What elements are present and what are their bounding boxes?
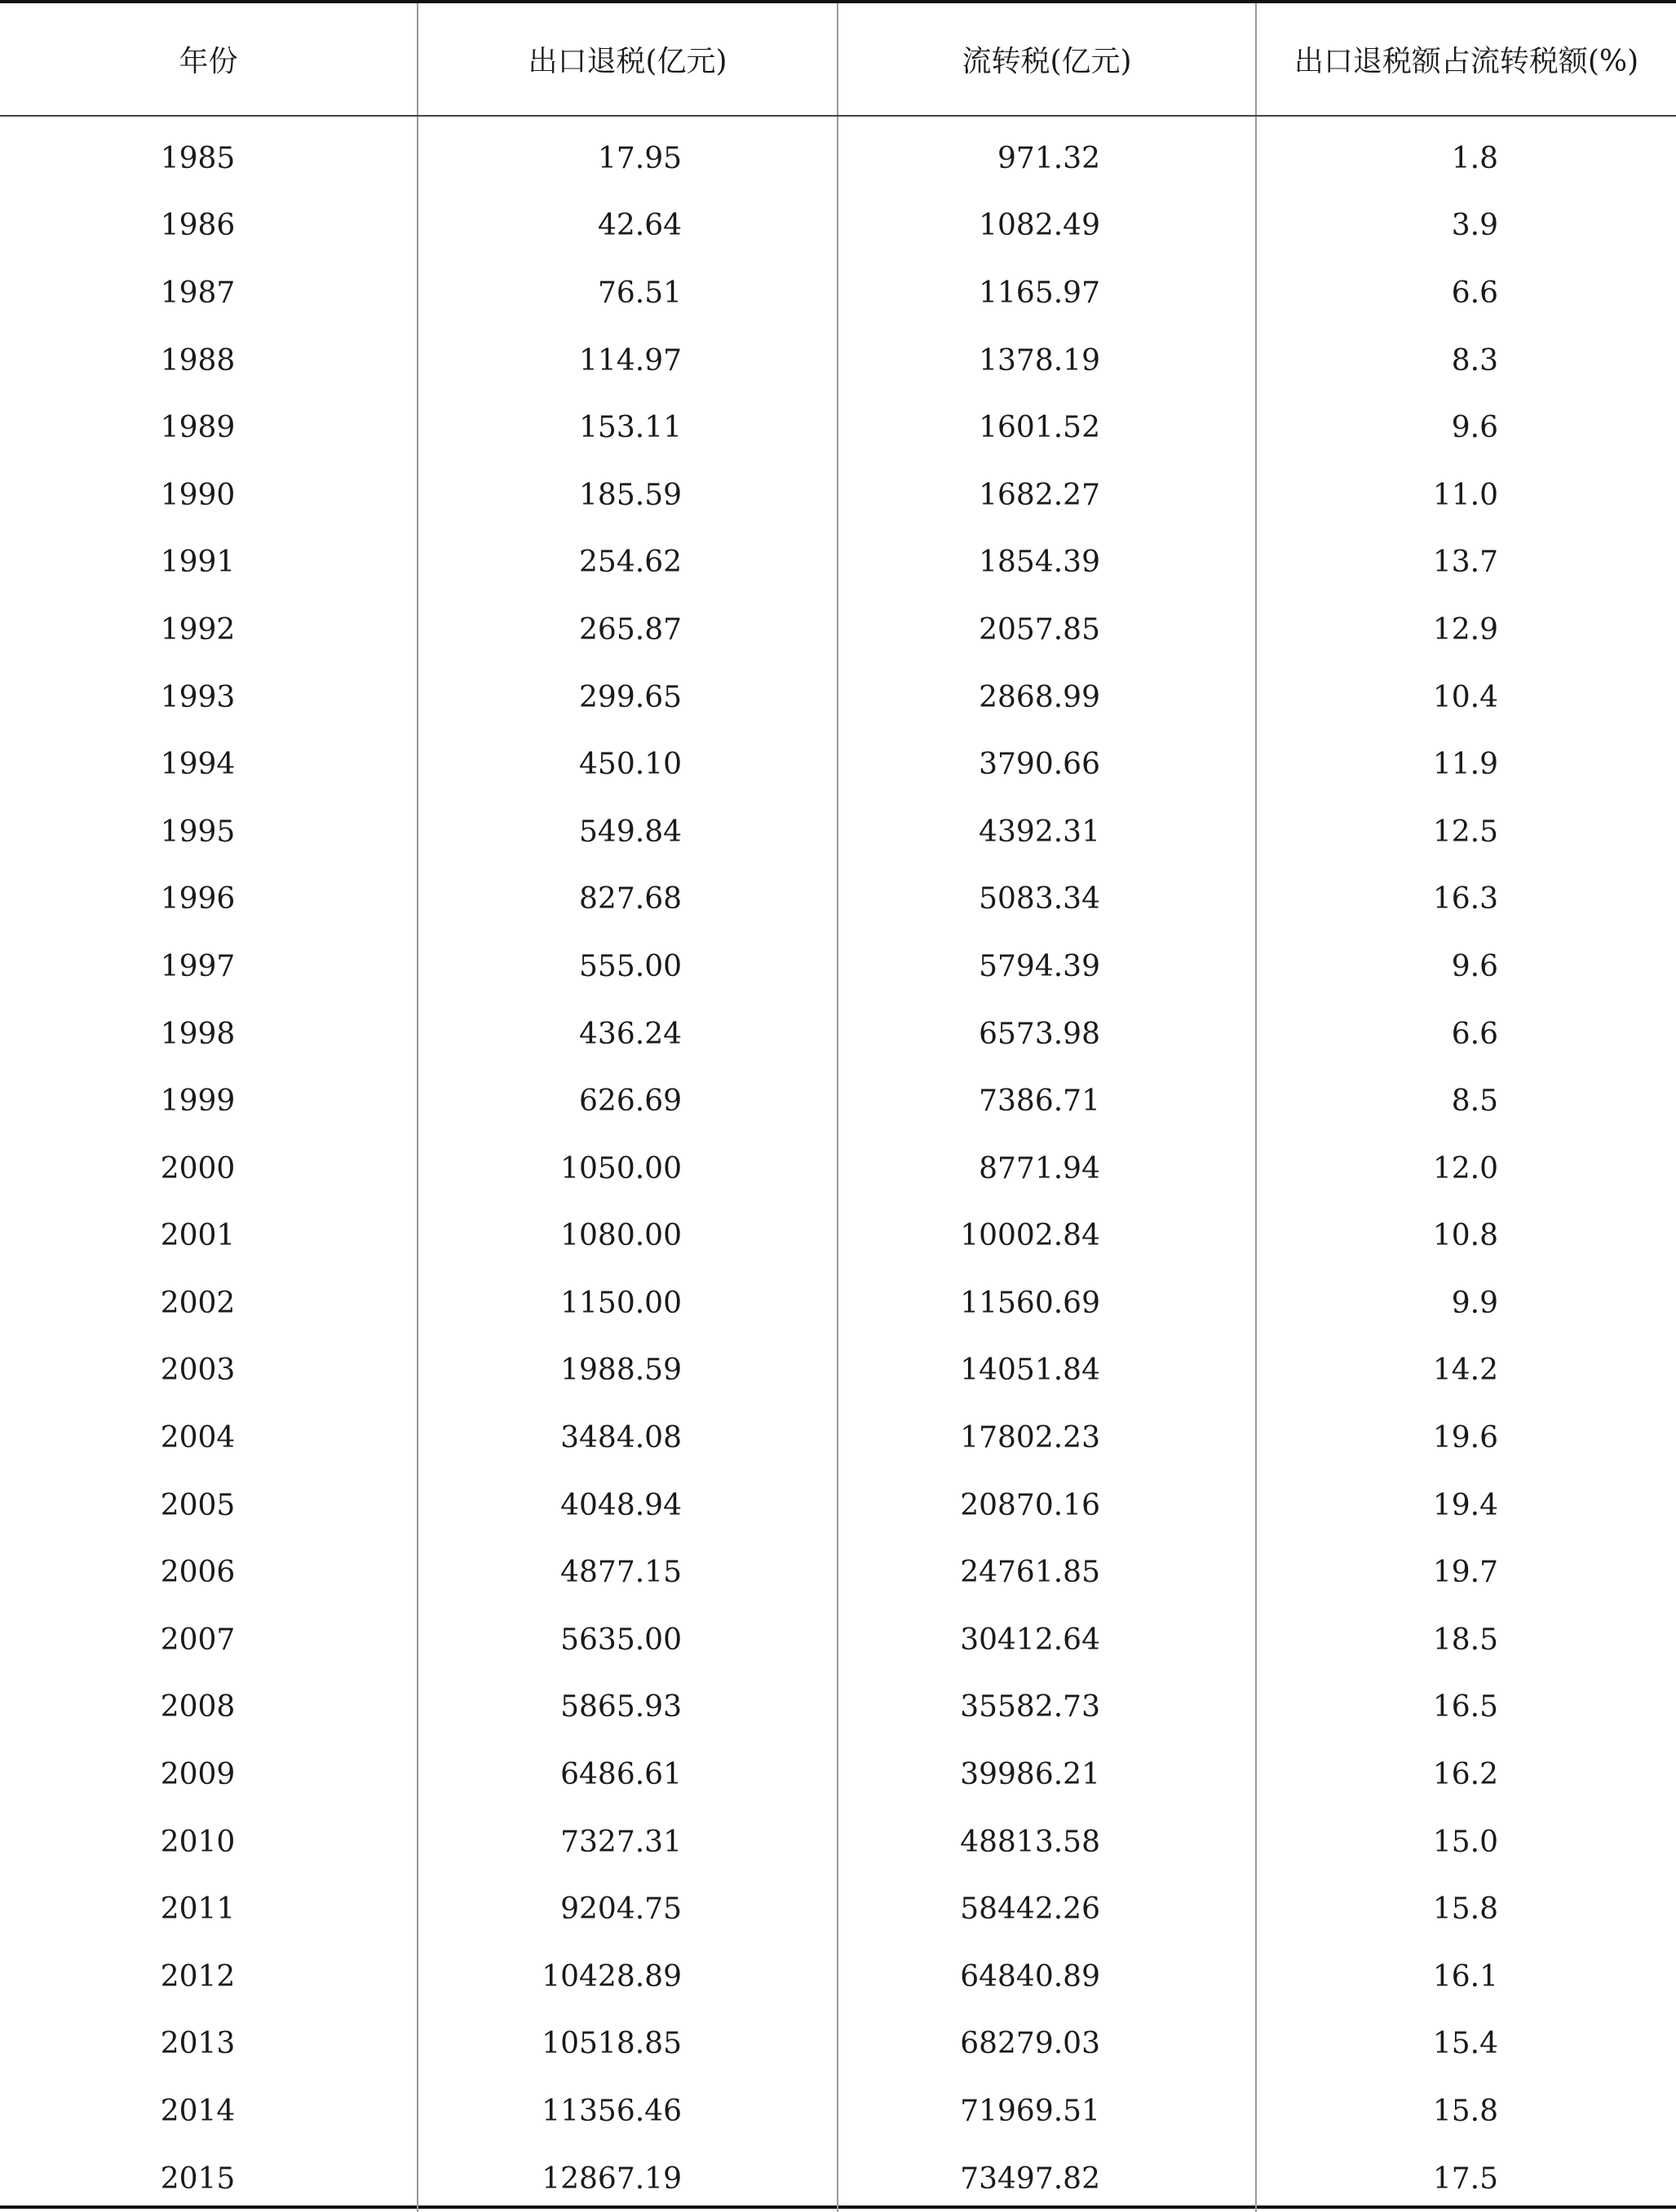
rebate-share-cell: 10.8 — [1256, 1203, 1676, 1270]
table-row — [0, 1337, 1676, 1405]
rebate-share-cell: 16.2 — [1256, 1741, 1676, 1808]
turnover-tax-cell: 64840.89 — [838, 1943, 1256, 2011]
year-cell: 2001 — [160, 1219, 236, 1253]
turnover-tax-cell: 20870.16 — [838, 1472, 1256, 1539]
turnover-tax-cell: 6573.98 — [838, 1000, 1256, 1068]
turnover-tax-cell: 1601.52 — [838, 394, 1256, 461]
rebate-share-cell: 3.9 — [1256, 192, 1676, 260]
turnover-tax-cell: 24761.85 — [838, 1539, 1256, 1606]
rebate-share-cell: 11.9 — [1256, 731, 1676, 798]
export-rebate-cell: 450.10 — [418, 731, 838, 798]
year-cell: 1996 — [160, 882, 236, 916]
turnover-tax-cell: 8771.94 — [838, 1135, 1256, 1203]
export-rebate-cell: 436.24 — [418, 1000, 838, 1068]
year-cell: 1989 — [160, 411, 236, 445]
export-rebate-cell: 1080.00 — [418, 1203, 838, 1270]
export-rebate-table — [0, 3, 1676, 2212]
export-rebate-cell: 265.87 — [418, 596, 838, 664]
export-rebate-cell: 1988.59 — [418, 1337, 838, 1405]
rebate-share-cell: 9.6 — [1256, 933, 1676, 1000]
header-year: 年份 — [0, 3, 418, 116]
year-cell: 2014 — [160, 2095, 236, 2129]
rebate-share-cell: 9.9 — [1256, 1269, 1676, 1337]
year-cell: 1987 — [160, 276, 236, 310]
rebate-share-cell: 16.1 — [1256, 1943, 1676, 2011]
turnover-tax-cell: 11560.69 — [838, 1269, 1256, 1337]
turnover-tax-cell: 4392.31 — [838, 798, 1256, 866]
year-cell: 1985 — [160, 141, 236, 175]
rebate-share-cell: 19.6 — [1256, 1404, 1676, 1472]
rebate-share-cell: 19.7 — [1256, 1539, 1676, 1606]
year-cell: 2006 — [160, 1556, 236, 1590]
turnover-tax-cell: 71969.51 — [838, 2077, 1256, 2145]
export-rebate-cell: 76.51 — [418, 259, 838, 327]
turnover-tax-cell: 58442.26 — [838, 1875, 1256, 1943]
rebate-share-cell: 8.3 — [1256, 327, 1676, 395]
rebate-share-cell: 12.0 — [1256, 1135, 1676, 1203]
table-row — [0, 1404, 1676, 1472]
export-rebate-cell: 555.00 — [418, 933, 838, 1000]
year-cell: 1995 — [160, 815, 236, 849]
rebate-share-cell: 8.5 — [1256, 1067, 1676, 1135]
table-row — [0, 866, 1676, 934]
rebate-share-cell: 19.4 — [1256, 1472, 1676, 1539]
rebate-share-cell: 12.5 — [1256, 798, 1676, 866]
year-cell: 2011 — [160, 1892, 236, 1927]
year-cell: 2008 — [160, 1690, 236, 1724]
year-cell: 2003 — [160, 1353, 236, 1388]
turnover-tax-cell: 48813.58 — [838, 1808, 1256, 1876]
export-rebate-cell: 10428.89 — [418, 1943, 838, 2011]
year-cell: 1988 — [160, 343, 236, 377]
turnover-tax-cell: 17802.23 — [838, 1404, 1256, 1472]
header-row — [0, 3, 1676, 116]
rebate-share-cell: 16.3 — [1256, 866, 1676, 934]
turnover-tax-cell: 1082.49 — [838, 192, 1256, 260]
year-cell: 2015 — [160, 2161, 236, 2196]
table-row — [0, 1741, 1676, 1808]
turnover-tax-cell: 7386.71 — [838, 1067, 1256, 1135]
table-row — [0, 1472, 1676, 1539]
turnover-tax-cell: 2057.85 — [838, 596, 1256, 664]
year-cell: 2005 — [160, 1488, 236, 1522]
year-cell: 2012 — [160, 1959, 236, 1993]
year-cell: 2013 — [160, 2027, 236, 2061]
header-rebate-share: 出口退税额占流转税额(%) — [1256, 3, 1676, 116]
year-cell: 2009 — [160, 1758, 236, 1792]
year-cell: 2002 — [160, 1286, 236, 1320]
export-rebate-cell: 254.62 — [418, 529, 838, 597]
export-rebate-cell: 5635.00 — [418, 1606, 838, 1674]
export-rebate-cell: 827.68 — [418, 866, 838, 934]
year-cell: 2010 — [160, 1825, 236, 1859]
turnover-tax-cell: 30412.64 — [838, 1606, 1256, 1674]
year-cell: 2007 — [160, 1623, 236, 1657]
table-row — [0, 1000, 1676, 1068]
rebate-share-cell: 14.2 — [1256, 1337, 1676, 1405]
export-rebate-cell: 299.65 — [418, 664, 838, 731]
rebate-share-cell: 6.6 — [1256, 259, 1676, 327]
year-cell: 1997 — [160, 949, 236, 983]
turnover-tax-cell: 1378.19 — [838, 327, 1256, 395]
turnover-tax-cell: 39986.21 — [838, 1741, 1256, 1808]
rebate-share-cell: 11.0 — [1256, 461, 1676, 529]
table-row — [0, 529, 1676, 597]
rebate-share-cell: 12.9 — [1256, 596, 1676, 664]
export-rebate-cell: 114.97 — [418, 327, 838, 395]
year-cell: 1993 — [160, 680, 236, 714]
year-cell: 1986 — [160, 209, 236, 243]
rebate-share-cell: 1.8 — [1256, 116, 1676, 192]
rebate-share-cell: 18.5 — [1256, 1606, 1676, 1674]
table-row — [0, 461, 1676, 529]
rebate-share-cell: 6.6 — [1256, 1000, 1676, 1068]
turnover-tax-cell: 1854.39 — [838, 529, 1256, 597]
export-rebate-cell: 42.64 — [418, 192, 838, 260]
table-row — [0, 798, 1676, 866]
export-rebate-cell: 7327.31 — [418, 1808, 838, 1876]
year-cell: 1999 — [160, 1084, 236, 1119]
table-row — [0, 1539, 1676, 1606]
table-row — [0, 933, 1676, 1000]
turnover-tax-cell: 5794.39 — [838, 933, 1256, 1000]
turnover-tax-cell: 14051.84 — [838, 1337, 1256, 1405]
export-rebate-cell: 1050.00 — [418, 1135, 838, 1203]
table-row — [0, 2011, 1676, 2078]
rebate-share-cell: 15.4 — [1256, 2011, 1676, 2078]
year-cell: 1990 — [160, 478, 236, 512]
rebate-share-cell: 15.8 — [1256, 2077, 1676, 2145]
header-turnover-tax: 流转税(亿元) — [838, 3, 1256, 116]
turnover-tax-cell: 35582.73 — [838, 1674, 1256, 1742]
turnover-tax-cell: 5083.34 — [838, 866, 1256, 934]
export-rebate-cell: 3484.08 — [418, 1404, 838, 1472]
table-row — [0, 259, 1676, 327]
turnover-tax-cell: 1682.27 — [838, 461, 1256, 529]
rebate-share-cell: 16.5 — [1256, 1674, 1676, 1742]
export-rebate-cell: 5865.93 — [418, 1674, 838, 1742]
rebate-share-cell: 15.0 — [1256, 1808, 1676, 1876]
table-row — [0, 2145, 1676, 2212]
table-row — [0, 394, 1676, 461]
turnover-tax-cell: 1165.97 — [838, 259, 1256, 327]
export-rebate-cell: 185.59 — [418, 461, 838, 529]
year-cell: 1992 — [160, 612, 236, 647]
table-header — [0, 3, 1676, 116]
table-row — [0, 1135, 1676, 1203]
turnover-tax-cell: 2868.99 — [838, 664, 1256, 731]
table-row — [0, 664, 1676, 731]
export-rebate-cell: 17.95 — [418, 116, 838, 192]
table-row — [0, 327, 1676, 395]
turnover-tax-cell: 10002.84 — [838, 1203, 1256, 1270]
table-row — [0, 192, 1676, 260]
rebate-share-cell: 10.4 — [1256, 664, 1676, 731]
export-rebate-cell: 4877.15 — [418, 1539, 838, 1606]
turnover-tax-cell: 68279.03 — [838, 2011, 1256, 2078]
rebate-share-cell: 17.5 — [1256, 2145, 1676, 2212]
table-row — [0, 1808, 1676, 1876]
table-row — [0, 1943, 1676, 2011]
table-row — [0, 731, 1676, 798]
export-rebate-cell: 12867.19 — [418, 2145, 838, 2212]
export-rebate-cell: 549.84 — [418, 798, 838, 866]
turnover-tax-cell: 73497.82 — [838, 2145, 1256, 2212]
export-rebate-cell: 626.69 — [418, 1067, 838, 1135]
table-row — [0, 1606, 1676, 1674]
rebate-share-cell: 13.7 — [1256, 529, 1676, 597]
table-row — [0, 116, 1676, 192]
table-row — [0, 1674, 1676, 1742]
export-rebate-cell: 1150.00 — [418, 1269, 838, 1337]
table-row — [0, 2077, 1676, 2145]
export-rebate-cell: 11356.46 — [418, 2077, 838, 2145]
turnover-tax-cell: 3790.66 — [838, 731, 1256, 798]
year-cell: 1994 — [160, 748, 236, 782]
table-row — [0, 1269, 1676, 1337]
rebate-share-cell: 15.8 — [1256, 1875, 1676, 1943]
table-row — [0, 1067, 1676, 1135]
year-cell: 2000 — [160, 1151, 236, 1185]
turnover-tax-cell: 971.32 — [838, 116, 1256, 192]
table-row — [0, 1875, 1676, 1943]
table-body — [0, 116, 1676, 2212]
year-cell: 2004 — [160, 1421, 236, 1455]
export-rebate-cell: 153.11 — [418, 394, 838, 461]
export-rebate-cell: 10518.85 — [418, 2011, 838, 2078]
table-row — [0, 1203, 1676, 1270]
export-rebate-cell: 6486.61 — [418, 1741, 838, 1808]
export-rebate-cell: 9204.75 — [418, 1875, 838, 1943]
year-cell: 1998 — [160, 1017, 236, 1051]
table-row — [0, 596, 1676, 664]
export-rebate-cell: 4048.94 — [418, 1472, 838, 1539]
header-export-rebate: 出口退税(亿元) — [418, 3, 838, 116]
rebate-share-cell: 9.6 — [1256, 394, 1676, 461]
year-cell: 1991 — [160, 545, 236, 580]
